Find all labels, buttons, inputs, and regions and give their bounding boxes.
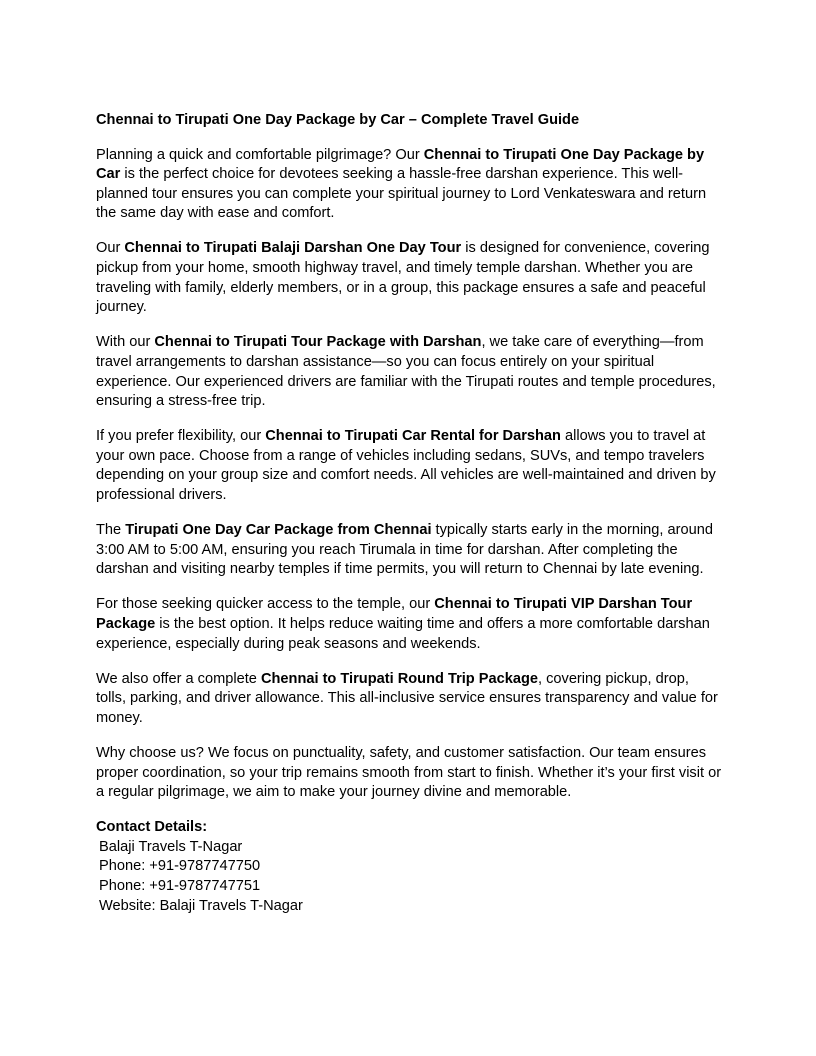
- paragraph-vip-darshan: [96, 595, 722, 654]
- paragraph-keyword: Chennai to Tirupati VIP Darshan Tour Package: [96, 596, 693, 632]
- document-body: [96, 111, 722, 916]
- contact-website: Website: Balaji Travels T-Nagar: [99, 897, 303, 914]
- paragraph-text: , we take care of everything—from travel arrangements to darshan assistance—so you can focus entirely on your spiritual experience. Our experienced drivers are familiar with the Tirupati routes and temple procedures, ensuring a stress-free trip.: [96, 334, 716, 410]
- paragraph-balaji-darshan: [96, 239, 722, 317]
- paragraph-why-choose-us: [96, 744, 722, 803]
- contact-phone-1: Phone: +91-9787747750: [99, 858, 261, 875]
- paragraph-keyword: Chennai to Tirupati Tour Package with Darshan: [154, 334, 482, 351]
- paragraph-text: Why choose us? We focus on punctuality, safety, and customer satisfaction. Our team ensures proper coordination, so your trip remains smooth from start to finish. Whether it’s your first visit or a regular pilgrimage, we aim to make your journey divine and memorable.: [96, 744, 722, 801]
- paragraph-text: We also offer a complete: [96, 670, 261, 687]
- contact-business-name: Balaji Travels T-Nagar: [99, 838, 243, 855]
- paragraph-car-rental: [96, 427, 722, 505]
- paragraph-text: is designed for convenience, covering pickup from your home, smooth highway travel, and timely temple darshan. Whether you are traveling with family, elderly members, or in a group, this package ensures a safe and peaceful journey.: [96, 240, 710, 316]
- paragraph-text: is the perfect choice for devotees seeking a hassle-free darshan experience. This well-planned tour ensures you can complete your spiritual journey to Lord Venkateswara and return the same day with ease and comfort.: [96, 166, 707, 222]
- paragraph-keyword: Chennai to Tirupati Round Trip Package: [260, 670, 538, 687]
- paragraph-text: , covering pickup, drop, tolls, parking, and driver allowance. This all-inclusive service ensures transparency and value for money.: [96, 670, 718, 726]
- paragraph-text: For those seeking quicker access to the temple, our: [96, 596, 435, 613]
- document-title: Chennai to Tirupati One Day Package by Car – Complete Travel Guide: [96, 112, 580, 128]
- paragraph-text: If you prefer flexibility, our: [96, 428, 266, 445]
- paragraph-keyword: Chennai to Tirupati Balaji Darshan One Day Tour: [124, 240, 462, 257]
- paragraph-keyword: Chennai to Tirupati One Day Package by Car: [96, 146, 705, 183]
- contact-phone-2: Phone: +91-9787747751: [99, 878, 261, 894]
- paragraph-text: The: [96, 522, 126, 539]
- contact-heading: Contact Details:: [96, 819, 208, 836]
- paragraph-text: allows you to travel at your own pace. Choose from a range of vehicles including sedans, SUVs, and tempo travelers depending on your group size and comfort needs. All vehicles are well-maintained and driven by professional drivers.: [96, 428, 716, 503]
- paragraph-text: typically starts early in the morning, around 3:00 AM to 5:00 AM, ensuring you reach Tirumala in time for darshan. After completing the darshan and visiting nearby temples if time permits, you will return to Chennai by late evening.: [96, 522, 713, 578]
- paragraph-keyword: Chennai to Tirupati Car Rental for Darshan: [265, 428, 561, 445]
- paragraph-text: With our: [96, 334, 155, 351]
- paragraph-text: Our: [96, 240, 125, 257]
- paragraph-keyword: Tirupati One Day Car Package from Chennai: [125, 522, 432, 539]
- paragraph-intro: [96, 146, 722, 224]
- paragraph-round-trip: [96, 670, 722, 729]
- contact-details: [96, 818, 722, 916]
- paragraph-tour-package: [96, 333, 722, 411]
- paragraph-text: Planning a quick and comfortable pilgrimage? Our: [96, 146, 424, 163]
- paragraph-text: is the best option. It helps reduce waiting time and offers a more comfortable darshan experience, especially during peak seasons and weekends.: [96, 615, 710, 652]
- paragraph-one-day-package: [96, 521, 722, 580]
